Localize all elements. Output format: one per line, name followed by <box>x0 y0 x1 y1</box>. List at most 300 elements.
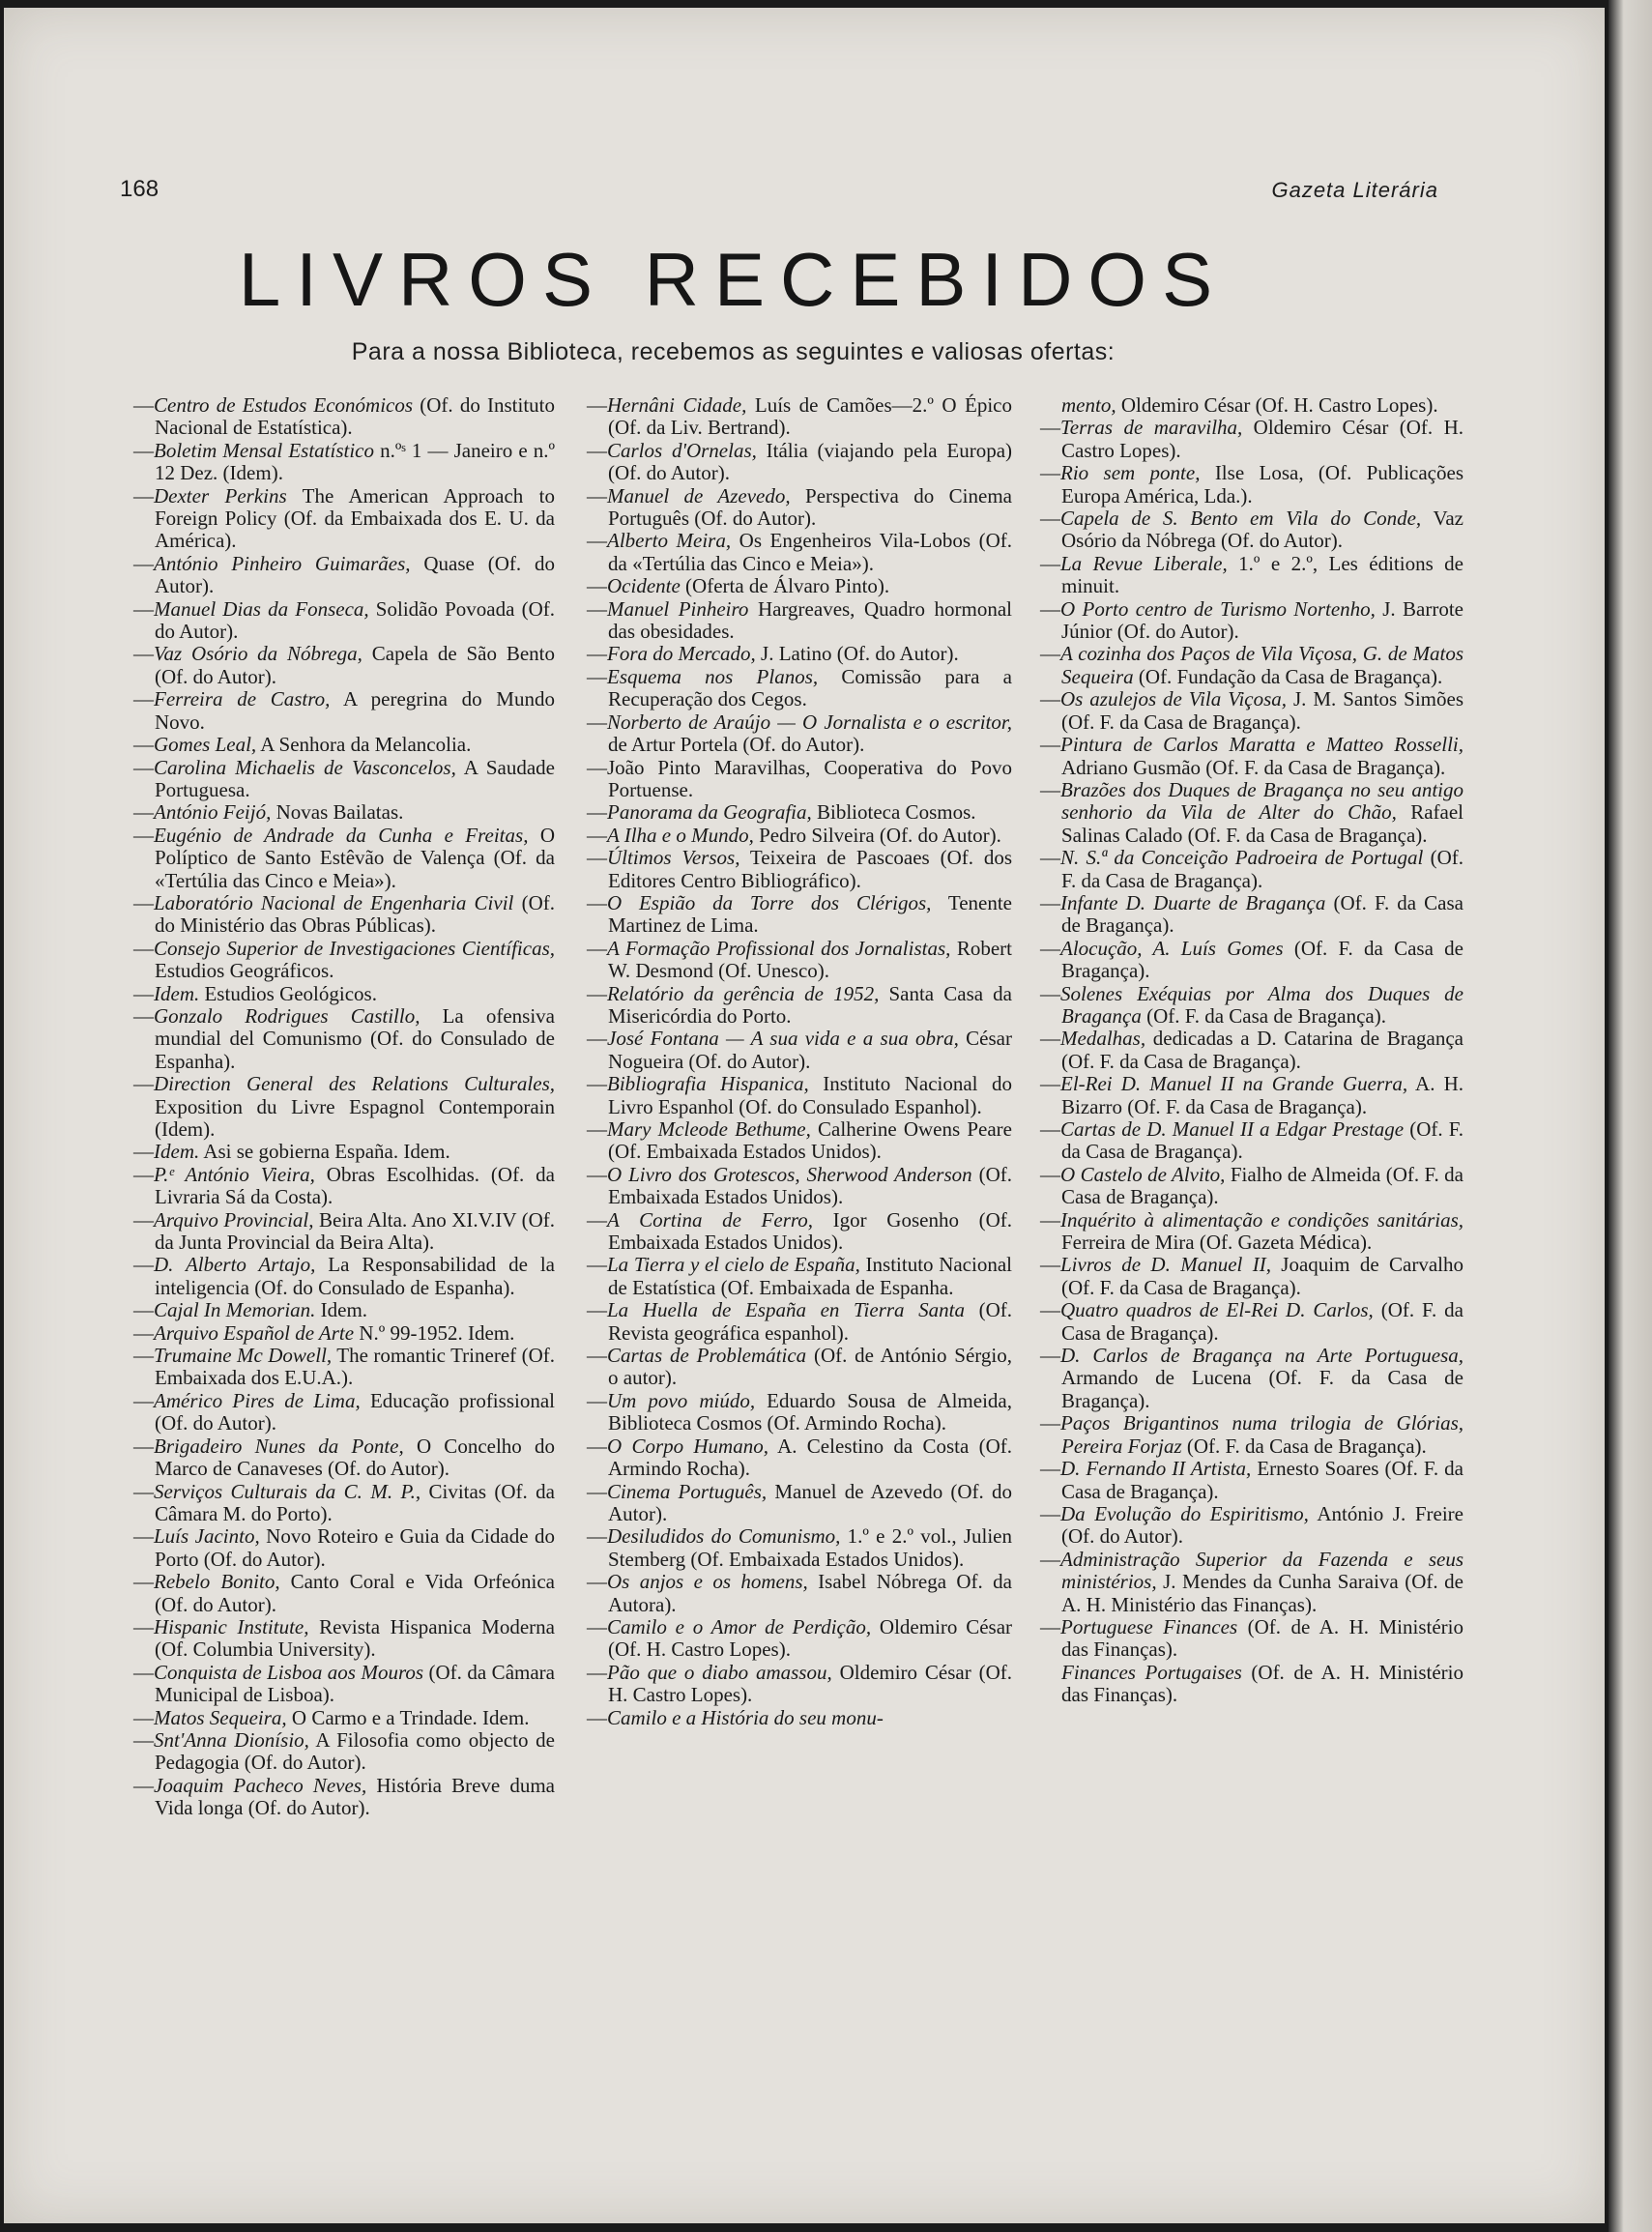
entry-dash: — <box>133 1434 154 1458</box>
entry-author: mento, <box>1061 393 1116 417</box>
book-entry <box>133 440 555 485</box>
entry-author: Carolina Michaelis de Vasconcelos, <box>154 755 456 779</box>
book-entry <box>1040 983 1464 1029</box>
entry-author: P.ᵉ António Vieira, <box>154 1162 315 1186</box>
entry-author: Finances Portugaises <box>1061 1660 1242 1684</box>
entry-details: La Responsabilidad de la inteligencia (Of. do Consulado de Espanha). <box>155 1253 555 1299</box>
entry-author: Camilo e o Amor de Perdição, <box>607 1614 872 1638</box>
book-entry <box>587 1525 1012 1571</box>
book-entry <box>133 1616 555 1662</box>
entry-dash: — <box>133 1388 154 1412</box>
entry-dash: — <box>133 1660 154 1684</box>
book-entry <box>1040 734 1464 779</box>
entry-author: Direction General des Relations Culturales, <box>154 1072 555 1096</box>
entry-dash: — <box>587 529 607 553</box>
column-2 <box>587 394 1012 1729</box>
entry-details: Novo Roteiro e Guia da Cidade do Porto (Of. do Autor). <box>155 1524 555 1571</box>
book-entry <box>133 1209 555 1255</box>
entry-dash: — <box>587 823 607 847</box>
entry-details: A. H. Bizarro (Of. F. da Casa de Bragança). <box>1061 1072 1464 1118</box>
book-entry <box>587 530 1012 575</box>
entry-dash: — <box>133 1524 154 1549</box>
entry-details: O Concelho do Marco de Canaveses (Of. do Autor). <box>155 1434 555 1481</box>
column-1 <box>133 394 555 1820</box>
book-entry <box>587 1662 1012 1707</box>
entry-dash: — <box>133 1614 154 1638</box>
entry-dash: — <box>133 1705 154 1729</box>
entry-dash: — <box>587 483 607 507</box>
entry-details: The American Approach to Foreign Policy (Of. da Embaixada dos E. U. da América). <box>155 483 555 553</box>
page-number: 168 <box>120 176 159 202</box>
entry-author: Arquivo Español de Arte <box>154 1320 355 1345</box>
entry-dash: — <box>587 710 607 734</box>
entry-dash: — <box>587 574 607 598</box>
book-entry <box>133 688 555 734</box>
book-entry <box>1040 688 1464 734</box>
entry-dash: — <box>1040 846 1060 870</box>
entry-author: A Cortina de Ferro, <box>607 1207 814 1232</box>
entry-dash: — <box>587 846 607 870</box>
entry-details: Tenente Martinez de Lima. <box>608 890 1013 938</box>
entry-details: J. Barrote Júnior (Of. do Autor). <box>1061 596 1464 644</box>
book-entry <box>1040 462 1464 507</box>
entry-dash: — <box>133 1140 154 1164</box>
book-entry <box>587 1707 1012 1729</box>
entry-author: Américo Pires de Lima, <box>154 1388 361 1412</box>
entry-details: Eduardo Sousa de Almeida, Biblioteca Cosmos (Of. Armindo Rocha). <box>608 1388 1012 1435</box>
entry-details: A Saudade Portuguesa. <box>155 755 555 801</box>
entry-dash: — <box>133 1479 154 1503</box>
entry-dash: — <box>587 1614 607 1638</box>
entry-details: Adriano Gusmão (Of. F. da Casa de Bragança). <box>1061 755 1446 779</box>
book-entry <box>133 1005 555 1073</box>
entry-details: N.º 99-1952. Idem. <box>354 1320 515 1345</box>
entry-details: Instituto Nacional do Livro Espanhol (Of. do Consulado Espanhol). <box>608 1072 1012 1118</box>
entry-dash: — <box>587 1072 607 1096</box>
book-entry <box>587 1164 1012 1209</box>
book-entry <box>133 1299 555 1321</box>
book-entry <box>587 892 1012 938</box>
entry-dash: — <box>133 1253 154 1277</box>
entry-dash: — <box>1040 1253 1060 1277</box>
book-entry <box>133 1571 555 1616</box>
entry-dash: — <box>133 1727 154 1752</box>
book-entry <box>133 892 555 938</box>
entry-author: A Formação Profissional dos Jornalistas, <box>607 936 951 960</box>
entry-author: António Feijó, <box>154 800 272 825</box>
entry-dash: — <box>587 1162 607 1186</box>
entry-dash: — <box>133 1003 154 1028</box>
entry-author: Fora do Mercado, <box>607 642 756 666</box>
entry-details: Quase (Of. do Autor). <box>155 551 555 598</box>
book-entry <box>1040 1299 1464 1345</box>
entry-dash: — <box>133 1072 154 1096</box>
entry-details: (Of. de António Sérgio, o autor). <box>608 1344 1012 1390</box>
entry-details: António J. Freire (Of. do Autor). <box>1061 1501 1464 1549</box>
book-entry <box>133 757 555 802</box>
book-entry <box>133 1435 555 1481</box>
entry-author: O Porto centro de Turismo Nortenho, <box>1060 596 1376 621</box>
entry-details: Isabel Nóbrega Of. da Autora). <box>608 1570 1013 1616</box>
entry-author: O Corpo Humano, <box>607 1434 768 1458</box>
entry-dash: — <box>587 438 607 462</box>
book-entry <box>1040 643 1464 688</box>
entry-details: Canto Coral e Vida Orfeónica (Of. do Autor). <box>155 1570 555 1616</box>
entry-author: Laboratório Nacional de Engenharia Civil <box>154 890 514 914</box>
entry-author: Gonzalo Rodrigues Castillo, <box>154 1003 420 1028</box>
entry-details: Civitas (Of. da Câmara M. do Porto). <box>155 1479 555 1525</box>
entry-dash: — <box>133 755 154 779</box>
entry-author: Um povo miúdo, <box>607 1388 756 1412</box>
entry-author: Gomes Leal, <box>154 733 257 757</box>
entry-details: Robert W. Desmond (Of. Unesco). <box>608 936 1012 983</box>
entry-author: Relatório da gerência de 1952, <box>607 981 880 1005</box>
entry-author: Da Evolução do Espiritismo, <box>1060 1501 1309 1525</box>
entry-dash: — <box>1040 1457 1060 1481</box>
entry-dash: — <box>587 1660 607 1684</box>
entry-details: Asi se gobierna España. Idem. <box>199 1140 450 1164</box>
book-entry <box>133 801 555 824</box>
entry-details: João Pinto Maravilhas, Cooperativa do Povo Portuense. <box>607 755 1012 801</box>
book-entry <box>133 1481 555 1526</box>
entry-dash: — <box>133 483 154 507</box>
entry-dash: — <box>1040 1411 1060 1435</box>
entry-author: Dexter Perkins <box>154 483 287 507</box>
entry-author: Quatro quadros de El-Rei D. Carlos, <box>1060 1298 1374 1322</box>
entry-details: A Senhora da Melancolia. <box>256 733 472 757</box>
entry-dash: — <box>587 800 607 825</box>
book-entry <box>1040 1254 1464 1299</box>
entry-details: Manuel de Azevedo (Of. do Autor). <box>608 1479 1013 1525</box>
entry-author: Manuel Dias da Fonseca, <box>154 596 369 621</box>
entry-author: La Huella de España en Tierra Santa <box>607 1298 965 1322</box>
entry-details: Joaquim de Carvalho (Of. F. da Casa de Bragança). <box>1061 1253 1464 1299</box>
entry-author: Matos Sequeira, <box>154 1705 287 1729</box>
entry-dash: — <box>1040 687 1060 711</box>
book-entry <box>587 938 1012 983</box>
entry-dash: — <box>587 1027 607 1051</box>
book-entry <box>133 1390 555 1435</box>
entry-author: O Livro dos Grotescos, Sherwood Anderson <box>607 1162 972 1186</box>
entry-author: Bibliografia Hispanica, <box>607 1072 809 1096</box>
entry-dash: — <box>1040 1207 1060 1232</box>
book-entry <box>1040 847 1464 892</box>
entry-author: D. Alberto Artajo, <box>154 1253 316 1277</box>
entry-details: (Of. F. da Casa de Bragança). <box>1181 1434 1427 1458</box>
entry-author: Carlos d'Ornelas, <box>607 438 757 462</box>
book-entry <box>133 1525 555 1571</box>
page-title: LIVROS RECEBIDOS <box>238 237 1229 322</box>
entry-author: Administração Superior da Fazenda e seus ministérios, <box>1060 1547 1464 1594</box>
entry-details: Revista Hispanica Moderna (Of. Columbia University). <box>155 1614 555 1662</box>
entry-dash: — <box>587 596 607 621</box>
entry-details: Oldemiro César (Of. H. Castro Lopes). <box>1116 393 1438 417</box>
entry-author: Vaz Osório da Nóbrega, <box>154 642 362 666</box>
entry-details: O Políptico de Santo Estêvão de Valença (Of. da «Tertúlia das Cinco e Meia»). <box>155 823 555 892</box>
entry-dash: — <box>133 981 154 1005</box>
entry-author: Manuel de Azevedo, <box>607 483 791 507</box>
entry-details: Instituto Nacional de Estatística (Of. Embaixada de Espanha. <box>608 1253 1012 1299</box>
entry-author: Terras de maravilha, <box>1060 416 1243 440</box>
entry-author: Esquema nos Planos, <box>607 664 819 688</box>
entry-author: A Ilha e o Mundo, <box>607 823 754 847</box>
entry-details: (Of. Fundação da Casa de Bragança). <box>1133 664 1443 688</box>
column-3 <box>1040 394 1464 1707</box>
book-entry <box>1040 892 1464 938</box>
entry-details: Ernesto Soares (Of. F. da Casa de Bragança). <box>1061 1457 1464 1503</box>
entry-details: (Of. Revista geográfica espanhol). <box>608 1298 1012 1345</box>
entry-author: Alocução, A. Luís Gomes <box>1060 936 1284 960</box>
book-entry <box>133 825 555 892</box>
book-entry <box>133 1345 555 1390</box>
entry-details: Comissão para a Recuperação dos Cegos. <box>608 664 1012 711</box>
entry-author: Cinema Português, <box>607 1479 768 1503</box>
entry-author: N. S.ª da Conceição Padroeira de Portugal <box>1060 846 1424 870</box>
entry-details: (Of. F. da Casa de Bragança). <box>1061 890 1464 938</box>
book-entry <box>587 394 1012 440</box>
entry-author: Alberto Meira, <box>607 529 732 553</box>
entry-author: Cartas de Problemática <box>607 1344 807 1368</box>
entry-author: Os anjos e os homens, <box>607 1570 808 1594</box>
entry-dash: — <box>133 733 154 757</box>
book-entry <box>1040 1549 1464 1616</box>
entry-details: Biblioteca Cosmos. <box>811 800 976 825</box>
entry-author: Conquista de Lisboa aos Mouros <box>154 1660 424 1684</box>
entry-dash: — <box>587 1570 607 1594</box>
entry-dash: — <box>1040 1501 1060 1525</box>
entry-author: Medalhas, <box>1060 1027 1146 1051</box>
book-entry <box>1040 553 1464 598</box>
book-entry <box>587 1345 1012 1390</box>
entry-details: J. Mendes da Cunha Saraiva (Of. de A. H. Ministério das Finanças). <box>1061 1570 1464 1616</box>
entry-author: D. Fernando II Artista, <box>1060 1457 1252 1481</box>
entry-author: Eugénio de Andrade da Cunha e Freitas, <box>154 823 529 847</box>
book-entry <box>1040 1209 1464 1255</box>
entry-details: Capela de São Bento (Of. do Autor). <box>155 642 555 688</box>
book-entry <box>1040 938 1464 983</box>
entry-dash: — <box>1040 890 1060 914</box>
book-entry <box>587 847 1012 892</box>
entry-dash: — <box>133 823 154 847</box>
book-entry <box>587 643 1012 665</box>
entry-author: Centro de Estudos Económicos <box>154 393 414 417</box>
entry-details: Estudios Geográficos. <box>155 959 334 983</box>
entry-author: Paços Brigantinos numa trilogia de Glórias, Pereira Forjaz <box>1060 1411 1464 1458</box>
book-entry <box>133 1662 555 1707</box>
entry-dash: — <box>587 1705 607 1729</box>
book-entry <box>587 440 1012 485</box>
entry-details: Ilse Losa, (Of. Publicações Europa América, Lda.). <box>1061 461 1464 507</box>
entry-details: 1.º e 2.º vol., Julien Stemberg (Of. Embaixada Estados Unidos). <box>608 1524 1012 1571</box>
book-entry <box>1040 1616 1464 1662</box>
entry-author: Cartas de D. Manuel II a Edgar Prestage <box>1060 1117 1405 1141</box>
entry-dash: — <box>587 393 607 417</box>
entry-details: Fialho de Almeida (Of. F. da Casa de Bragança). <box>1061 1162 1464 1209</box>
entry-details: dedicadas a D. Catarina de Bragança (Of. F. da Casa de Bragança). <box>1061 1027 1464 1073</box>
entry-details: Perspectiva do Cinema Português (Of. do Autor). <box>608 483 1012 531</box>
book-entry <box>587 1435 1012 1481</box>
entry-dash: — <box>1040 416 1060 440</box>
entry-details: A Filosofia como objecto de Pedagogia (Of. do Autor). <box>155 1727 555 1775</box>
book-entry <box>133 938 555 983</box>
book-entry <box>133 1729 555 1775</box>
book-entry <box>587 485 1012 531</box>
entry-author: Livros de D. Manuel II, <box>1060 1253 1271 1277</box>
entry-author: Ocidente <box>607 574 681 598</box>
entry-author: Serviços Culturais da C. M. P., <box>154 1479 421 1503</box>
book-entry <box>1040 1028 1464 1073</box>
entry-details: Pedro Silveira (Of. do Autor). <box>753 823 1001 847</box>
entry-dash: — <box>587 664 607 688</box>
entry-author: Boletim Mensal Estatístico <box>154 438 374 462</box>
book-entry <box>133 983 555 1005</box>
entry-dash: — <box>133 1298 154 1322</box>
entry-details: (Of. do Ministério das Obras Públicas). <box>155 890 555 938</box>
book-entry <box>1040 507 1464 553</box>
entry-author: Snt'Anna Dionísio, <box>154 1727 309 1752</box>
book-entry <box>1040 779 1464 847</box>
book-entry <box>133 1775 555 1820</box>
entry-dash: — <box>587 1344 607 1368</box>
book-entry <box>1040 1345 1464 1412</box>
entry-dash: — <box>587 1479 607 1503</box>
entry-author: Consejo Superior de Investigaciones Científicas, <box>154 936 555 960</box>
entry-details: César Nogueira (Of. do Autor). <box>608 1027 1012 1073</box>
book-entry <box>587 1299 1012 1345</box>
entry-details: de Artur Portela (Of. do Autor). <box>608 733 865 757</box>
entry-author: Arquivo Provincial, <box>154 1207 314 1232</box>
entry-dash: — <box>1040 596 1060 621</box>
book-entry <box>587 1571 1012 1616</box>
entry-author: Trumaine Mc Dowell, <box>154 1344 333 1368</box>
journal-name: Gazeta Literária <box>1271 178 1438 202</box>
book-entry <box>133 1322 555 1345</box>
book-entry <box>133 1707 555 1729</box>
entry-dash: — <box>587 1253 607 1277</box>
entry-dash: — <box>587 1524 607 1549</box>
entry-dash: — <box>133 393 154 417</box>
book-entry <box>587 711 1012 757</box>
entry-author: D. Carlos de Bragança na Arte Portuguesa, <box>1060 1344 1464 1368</box>
entry-author: O Espião da Torre dos Clérigos, <box>607 890 932 914</box>
entry-dash: — <box>1040 1162 1060 1186</box>
entry-author: Os azulejos de Vila Viçosa, <box>1060 687 1288 711</box>
book-entry <box>587 1073 1012 1118</box>
entry-dash: — <box>587 1434 607 1458</box>
book-entry <box>133 734 555 756</box>
entry-details: (Of. F. da Casa de Bragança). <box>1061 846 1464 892</box>
entry-dash: — <box>1040 1298 1060 1322</box>
entry-author: A cozinha dos Paços de Vila Viçosa, G. de Matos Sequeira <box>1060 642 1464 688</box>
entry-dash: — <box>133 1207 154 1232</box>
entry-author: Rio sem ponte, <box>1060 461 1201 485</box>
entry-author: Inquérito à alimentação e condições sanitárias, <box>1060 1207 1464 1232</box>
entry-details: J. M. Santos Simões (Of. F. da Casa de Bragança). <box>1061 687 1464 734</box>
book-entry <box>587 1481 1012 1526</box>
entry-dash: — <box>133 1162 154 1186</box>
entry-details: Ferreira de Mira (Of. Gazeta Médica). <box>1061 1231 1373 1255</box>
entry-dash: — <box>133 1773 154 1797</box>
entry-dash: — <box>1040 1072 1060 1096</box>
entry-details: (Of. F. da Casa de Bragança). <box>1061 936 1464 983</box>
entry-author: Solenes Exéquias por Alma dos Duques de Bragança <box>1060 981 1464 1028</box>
entry-dash: — <box>1040 981 1060 1005</box>
entry-dash: — <box>133 438 154 462</box>
book-entry <box>587 1028 1012 1073</box>
magazine-page <box>4 8 1605 2223</box>
entry-dash: — <box>1040 1547 1060 1571</box>
entry-dash: — <box>1040 1027 1060 1051</box>
entry-details: Santa Casa da Misericórdia do Porto. <box>608 981 1012 1028</box>
book-entry <box>1040 1458 1464 1503</box>
entry-author: Panorama da Geografia, <box>607 800 812 825</box>
entry-author: Brazões dos Duques de Bragança no seu antigo senhorio da Vila de Alter do Chão, <box>1060 777 1464 825</box>
entry-dash: — <box>587 1117 607 1141</box>
entry-details: Rafael Salinas Calado (Of. F. da Casa de Bragança). <box>1061 800 1464 847</box>
entry-author: Manuel Pinheiro <box>607 596 749 621</box>
entry-author: Ferreira de Castro, <box>154 687 331 711</box>
entry-author: La Revue Liberale, <box>1060 551 1228 575</box>
entry-author: La Tierra y el cielo de España, <box>607 1253 860 1277</box>
entry-details: Exposition du Livre Espagnol Contemporain (Idem). <box>155 1094 555 1141</box>
book-entry <box>1040 1662 1464 1707</box>
book-entry <box>1040 598 1464 644</box>
entry-details: n.ºˢ 1 — Janeiro e n.º 12 Dez. (Idem). <box>155 438 555 485</box>
entry-details: (Of. F. da Casa de Bragança). <box>1061 1117 1464 1164</box>
book-entry <box>133 1254 555 1299</box>
entry-details: Estudios Geológicos. <box>199 981 377 1005</box>
book-entry <box>587 1616 1012 1662</box>
entry-details: Igor Gosenho (Of. Embaixada Estados Unidos). <box>608 1207 1012 1255</box>
entry-dash: — <box>1040 1344 1060 1368</box>
book-entry <box>133 1073 555 1141</box>
entry-dash: — <box>1040 733 1060 757</box>
book-entry <box>1040 1118 1464 1164</box>
entry-details: Educação profissional (Of. do Autor). <box>155 1388 555 1435</box>
entry-details: 1.º e 2.º, Les éditions de minuit. <box>1061 551 1464 598</box>
entry-details: Novas Bailatas. <box>271 800 404 825</box>
entry-dash: — <box>133 596 154 621</box>
entry-dash: — <box>1040 777 1060 801</box>
entry-author: Brigadeiro Nunes da Ponte, <box>154 1434 404 1458</box>
entry-details: Os Engenheiros Vila-Lobos (Of. da «Tertúlia das Cinco e Meia»). <box>608 529 1013 575</box>
entry-dash: — <box>587 755 607 779</box>
entry-dash: — <box>1040 642 1060 666</box>
book-entry <box>587 666 1012 711</box>
entry-author: Mary Mcleode Bethume, <box>607 1117 811 1141</box>
entry-author: Últimos Versos, <box>607 846 740 870</box>
book-entry <box>587 757 1012 802</box>
entry-dash: — <box>133 936 154 960</box>
book-entry <box>133 485 555 553</box>
entry-author: Norberto de Araújo — O Jornalista e o escritor, <box>607 710 1012 734</box>
entry-details: (Of. de A. H. Ministério das Finanças). <box>1061 1614 1464 1662</box>
entry-dash: — <box>133 890 154 914</box>
entry-details: (Of. F. da Casa de Bragança). <box>1141 1003 1386 1028</box>
book-entry <box>1040 394 1464 417</box>
book-entry <box>587 1254 1012 1299</box>
book-entry <box>133 394 555 440</box>
entry-author: José Fontana — A sua vida e a sua obra, <box>607 1027 959 1051</box>
book-entry <box>587 1118 1012 1164</box>
entry-details: Itália (viajando pela Europa) (Of. do Autor). <box>608 438 1013 485</box>
entry-dash: — <box>1040 1117 1060 1141</box>
entry-dash: — <box>133 1570 154 1594</box>
entry-details: Vaz Osório da Nóbrega (Of. do Autor). <box>1061 507 1464 553</box>
entry-dash: — <box>133 687 154 711</box>
entry-author: O Castelo de Alvito, <box>1060 1162 1226 1186</box>
entry-dash: — <box>587 890 607 914</box>
